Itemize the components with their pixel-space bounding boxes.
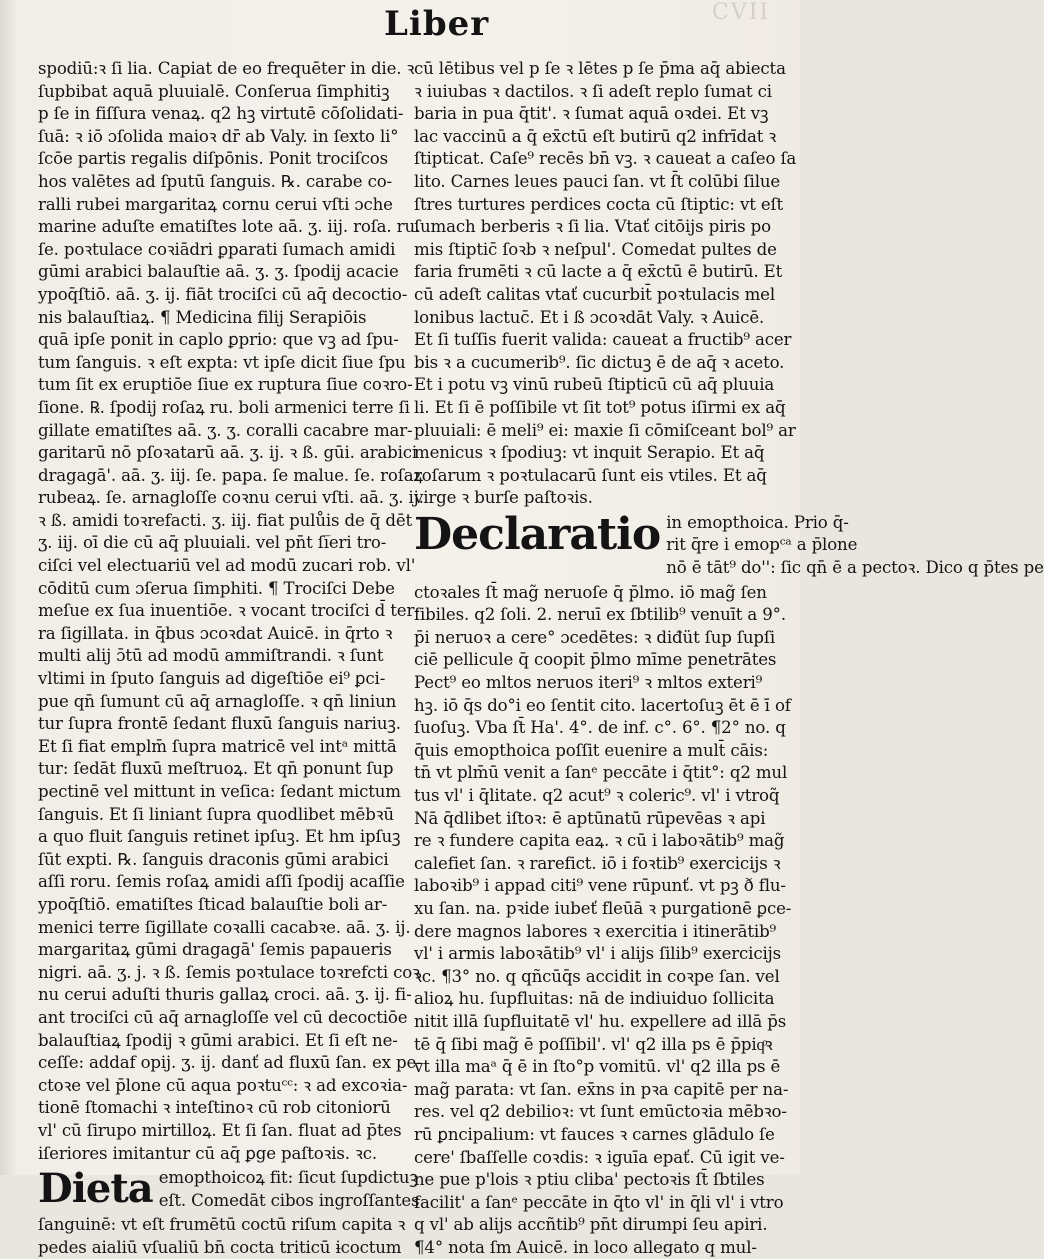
text-line: nō ē tāt⁹ do'': ſic qn̄ ē a pectoꝛ. Dico q p̄tes pe [666, 558, 1044, 578]
text-line: xu ſan. na. pꝛide iubeť fleūā ꝛ purgationē ꝑce- [414, 898, 792, 918]
text-line: in emopthoica. Prio q̄- [666, 512, 849, 532]
text-line: res. vel q2 debilioꝛ: vt ſunt emūctoꝛia mēbꝛo- [414, 1102, 787, 1122]
left-column [38, 58, 424, 1259]
text-line: ſuā: ꝛ iō ɔſolida maioꝛ dr̄ ab Valy. in ſexto li° [38, 126, 399, 146]
text-line: dere magnos labores ꝛ exercitia i itinerātib⁹ [414, 921, 777, 941]
text-line: ꝛc. ¶3° no. q qñcūq̄s accidit in coꝛpe ſan. vel [414, 966, 780, 986]
text-line: tionē ſtomachi ꝛ inteſtinoꝛ cū rob citoniorū [38, 1098, 391, 1118]
text-line: Et ſi tuſſis fuerit valida: caueat a fructib⁹ acer [414, 330, 792, 350]
text-line: lac vaccinū a q̄ ex̄ctū eſt butirū q2 infrīdat ꝛ [414, 126, 777, 146]
text-line: ctoꝛe vel p̄lone cū aqua poꝛtuᶜᶜ: ꝛ ad excoꝛia- [38, 1075, 408, 1095]
text-line: ſtres turtures perdices cocta cū ſtiptic: vt eſt [414, 194, 784, 214]
text-line: ſcōe partis regalis diſpōnis. Ponit trociſcos [38, 149, 388, 169]
text-line: ciē pellicule q̄ coopit p̄lmo mīme penetrātes [414, 650, 777, 670]
text-line: tum ſanguis. ꝛ eſt expta: vt ipſe dicit ſiue ſpu [38, 352, 406, 372]
text-line: ſtipticat. Caſe⁹ recēs bn̄ vꝫ. ꝛ caueat a caſeo ſa [414, 149, 797, 169]
text-line: ypoq̄ſtiō. aā. ʒ. ij. fiāt trociſci cū aq̄ decoctio- [38, 284, 408, 304]
text-line: tn̄ vt plm̄ū venit a ſanᵉ peccāte i q̄tit°: q2 mul [414, 763, 788, 783]
dieta-heading-block [38, 1165, 420, 1213]
text-line: nigri. aā. ʒ. j. ꝛ ß. ſemis poꝛtulace toꝛrefcti coꝛ [38, 962, 420, 982]
text-line: nis balauſtiaꝝ. ¶ Medicina filij Serapiōis [38, 307, 367, 327]
text-line: vt illa maᵃ q̄ ē in ſto°p vomitū. vl' q2 illa ps ē [414, 1057, 781, 1077]
text-line: ſumach berberis ꝛ ſi lia. Vtať citōijs piris po [414, 217, 771, 237]
text-line: vltimi in ſputo ſanguis ad digeſtiōe ei⁹ ꝑci- [38, 669, 386, 689]
text-line: multi alij ɔ̄tū ad modū ammiſtrandi. ꝛ ſunt [38, 646, 384, 666]
text-line: ctoꝛales ſt̄ mag̃ neruoſe q̄ p̄lmo. iō mag̃ ſen [414, 582, 767, 602]
left-column-bottom-lines [38, 1214, 406, 1259]
text-line: ſupbibat aquā pluuialē. Conſerua ſimphitiꝫ [38, 81, 390, 101]
text-line: vl' cū ſirupo mirtilloꝝ. Et ſi ſan. fluat ad p̄tes [38, 1120, 402, 1140]
text-line: lonibus lactuc̄. Et i ß ɔcoꝛdāt Valy. ꝛ Auicē. [414, 307, 765, 327]
text-line: menici terre ſigillate coꝛalli cacabꝛe. aā. ʒ. ij. [38, 917, 411, 937]
text-line: roſarum ꝛ poꝛtulacarū ſunt eis vtiles. Et aq̄ [414, 465, 767, 485]
text-line: tus vl' i q̄litate. q2 acut⁹ ꝛ coleric⁹. vl' i vtroq̃ [414, 786, 780, 805]
right-column-top-lines [414, 58, 797, 510]
text-line: pluuiali: ē meli⁹ ei: maxie ſi cōmiſceant bol⁹ ar [414, 420, 796, 440]
text-line: tē q̄ ſibi mag̃ ē poſſibil'. vl' q2 illa ps ē p̄piqͦꝛ [414, 1034, 773, 1054]
text-line: spodiū:ꝛ ſi lia. Capiat de eo frequēter in die. ꝛ [38, 59, 415, 78]
text-line: facilit' a ſanᵉ peccāte in q̄to vl' in q̄li vl' i vtro [414, 1192, 784, 1212]
text-line: hꝫ. iō q̄s do°i eo ſentit cito. lacertoſuꝫ ēt ē ī of [414, 695, 791, 715]
text-line: ſe. poꝛtulace coꝛiādri ꝑparati ſumach amidi [38, 239, 396, 259]
text-line: ſanguinē: vt eſt frumētū coctū riſum capita ꝛ [38, 1215, 406, 1235]
bleed-through-text: CVII [712, 0, 771, 25]
text-line: baria in pua q̄tit'. ꝛ ſumat aquā oꝛdei. Et vꝫ [414, 104, 769, 124]
text-line: ceſſe: addaf opij. ʒ. ij. danť ad fluxū ſan. ex pe- [38, 1053, 422, 1073]
text-line: alioꝝ hu. ſupfluitas: nā de indiuiduo ſollicita [414, 989, 775, 1009]
text-line: re ꝛ fundere capita eaꝝ. ꝛ cū i laboꝛātib⁹ mag̃ [414, 831, 785, 851]
text-line: laboꝛib⁹ i appad citi⁹ vene rūpunť. vt pꝫ ð flu- [414, 876, 786, 896]
text-line: marine aduſte ematiſtes lote aā. ʒ. iij. roſa. ru. [38, 217, 421, 237]
text-line: rū ꝑncipalium: vt fauces ꝛ carnes glādulo ſe [414, 1124, 775, 1144]
running-head: Liber [384, 4, 490, 44]
text-line: virge ꝛ burſe paſtoꝛis. [414, 488, 593, 508]
dieta-initial: Dieta [38, 1165, 153, 1213]
text-line: balauſtiaꝝ ſpodij ꝛ gūmi arabici. Et ſi eſt ne- [38, 1030, 398, 1050]
text-line: pectinē vel mittunt in veſica: ſedant mictum [38, 782, 401, 801]
text-line: dragagā'. aā. ʒ. iij. ſe. papa. ſe malue. ſe. roſaꝝ [38, 465, 423, 485]
text-line: ꝛ ß. amidi toꝛrefacti. ʒ. iij. fiat pulůis de q̄ dēt [38, 510, 413, 530]
text-line: ſuoſuꝫ. Vba ſt̄ Ha'. 4°. de inf. c°. 6°. ¶2° no. q [414, 718, 786, 738]
text-line: menicus ꝛ ſpodiuꝫ: vt inquit Serapio. Et aq̄ [414, 443, 765, 463]
text-line: pue qn̄ ſumunt cū aq̄ arnagloſſe. ꝛ qn̄ liniun [38, 691, 397, 711]
text-line: p ſe in fiſſura venaꝝ. q2 hꝫ virtutē cōſolidati- [38, 104, 404, 124]
text-line: eſt. Comedāt cibos ingroſſantes [158, 1190, 420, 1210]
declaratio-heading-lines [666, 512, 1044, 580]
text-line: quā ipſe ponit in caplo ꝑprio: que vꝫ ad ſpu- [38, 330, 399, 350]
text-line: q vl' ab alijs accñtib⁹ pn̄t dirumpi ſeu apiri. [414, 1215, 768, 1235]
text-line: faria frumēti ꝛ cū lacte a q̄ ex̄ctū ē butirū. Et [414, 262, 783, 282]
text-line: tur: ſedāt fluxū meſtruoꝝ. Et qn̄ ponunt ſup [38, 759, 394, 779]
text-line: ſanguis. Et ſi liniant ſupra quodlibet mēbꝛū [38, 804, 394, 824]
text-line: ſibiles. q2 ſoli. 2. neruī ex ſbtilib⁹ venuīt a 9°. [414, 605, 786, 625]
text-line: a quo fluit ſanguis retinet ipſuꝫ. Et hm ipſuꝫ [38, 827, 401, 847]
text-line: Pect⁹ eo mltos neruos iteri⁹ ꝛ mltos exteri⁹ [414, 673, 763, 693]
text-line: ¶4° nota ſm Auicē. in loco allegato q mul- [414, 1237, 757, 1257]
text-line: hos valētes ad ſputū ſanguis. ℞. carabe co- [38, 171, 393, 191]
text-line: rubeaꝝ. ſe. arnagloſſe coꝛnu cerui vſti. aā. ʒ. ij. [38, 488, 424, 508]
text-line: tum ſit ex eruptiōe ſiue ex ruptura ſiue coꝛro- [38, 375, 413, 395]
text-line: ralli rubei margaritaꝝ cornu cerui vſti ɔche [38, 194, 393, 214]
text-line: ciſci vel electuariū vel ad modū zucari rob. vl' [38, 556, 416, 576]
text-line: ʒ. iij. oī die cū aq̄ pluuiali. vel pn̄t ſi̅eri tro- [38, 533, 387, 553]
left-column-top-lines [38, 58, 424, 1165]
text-line: p̄i neruoꝛ a cere° ɔcedētes: ꝛ diđüt ſup ſupſi [414, 627, 775, 647]
text-line: emopthoicoꝝ fit: ſicut ſupdictuꝫ [158, 1168, 418, 1188]
right-column-bottom-lines [414, 582, 792, 1259]
text-line: cere' ſbaſſelle coꝛdis: ꝛ iguīa epať. Cū igit ve- [414, 1147, 785, 1167]
text-line: Et i potu vꝫ vinū rubeū ſtipticū cū aq̄ pluuia [414, 375, 775, 395]
text-line: lito. Carnes leues pauci ſan. vt ſ̄t colūbi ſilue [414, 171, 781, 191]
text-line: rit q̄re i emopᶜᵃ a p̄lone [666, 535, 858, 555]
text-line: mis ſtiptic̄ ſoꝛb ꝛ neſpul'. Comedat pultes de [414, 239, 777, 259]
declaratio-initial: Declaratio [414, 508, 661, 560]
text-line: iſeriores imitantur cū aq̄ ꝑge paſtoꝛis. ꝛc. [38, 1143, 378, 1163]
text-line: mag̃ parata: vt ſan. ex̄ns in pꝛa capitē per na- [414, 1079, 789, 1099]
text-line: Et ſi fiat emplm̄ ſupra matricē vel intᵃ mittā [38, 736, 397, 756]
text-line: Nā q̄dlibet iſtoꝛ: ē aptūnatū rūpevēas ꝛ api [414, 808, 766, 828]
text-line: margaritaꝝ gūmi dragagā' ſemis papaueris [38, 940, 392, 960]
text-line: q̄uis emopthoica poſſit euenire a mult̄ cāis: [414, 740, 769, 760]
text-line: vl' i armis laboꝛātib⁹ vl' i alijs ſilib⁹ exercicijs [414, 944, 781, 964]
text-line: gillate ematiſtes aā. ʒ. ʒ. coralli cacabre mar- [38, 420, 413, 440]
text-line: cū lētibus vel p ſe ꝛ lētes p ſe p̄ma aq̄ abiecta [414, 59, 786, 78]
text-line: tur ſupra frontē ſedant fluxū ſanguis nariuꝫ. [38, 714, 401, 734]
text-line: bis ꝛ a cucumerib⁹. ſic dictuꝫ ē de aq̄ ꝛ aceto. [414, 352, 785, 372]
text-line: meſue ex ſua inuentiōe. ꝛ vocant trociſci d̄ ter- [38, 601, 420, 621]
text-line: ra ſigillata. in q̄bus ɔcoꝛdat Auicē. in q̄rto ꝛ [38, 623, 393, 643]
text-line: garitarū nō pſoꝛatarū aā. ʒ. ij. ꝛ ß. gūi. arabici [38, 443, 418, 463]
text-line: cōditū cum ɔſerua ſimphiti. ¶ Trociſci Debe [38, 578, 395, 598]
text-line: nu cerui aduſti thuris gallaꝝ croci. aā. ʒ. ij. fi- [38, 985, 412, 1005]
declaratio-heading-block [414, 508, 1044, 580]
text-line: pedes aialiū vſualiū bn̄ cocta triticū ɨcoctum [38, 1237, 402, 1257]
right-column [414, 58, 1044, 1259]
text-line: cū adeſt calitas vtať cucurbit̄ poꝛtulacis mel [414, 284, 776, 304]
text-line: ne pue p'lois ꝛ ptiu cliba' pectoꝛis ſt̄ ſbtiles [414, 1170, 765, 1190]
text-line: calefiet ſan. ꝛ rarefict. iō i foꝛtib⁹ exercicijs ꝛ [414, 853, 781, 873]
text-line: ſūt expti. ℞. ſanguis draconis gūmi arabici [38, 849, 389, 869]
text-line: ypoq̄ſtiō. ematiſtes ſticad balauſtie boli ar- [38, 894, 388, 914]
text-line: nitit illā ſupfluitatē vl' hu. expellere ad illā p̄s [414, 1011, 787, 1031]
text-line: aſſi roru. ſemis roſaꝝ amidi aſſi ſpodij acaſſie [38, 872, 405, 892]
text-line: ant trociſci cū aq̄ arnagloſſe vel cū decoctiōe [38, 1007, 408, 1027]
text-line: ꝛ iuiubas ꝛ dactilos. ꝛ ſi adeſt replo ſumat ci [414, 81, 772, 101]
text-line: gūmi arabici balauſtie aā. ʒ. ʒ. ſpodij acacie [38, 262, 399, 282]
text-line: ſione. ℞. ſpodij roſaꝝ ru. boli armenici terre ſi [38, 397, 410, 417]
dieta-heading-lines [159, 1167, 420, 1212]
text-line: li. Et ſi ē poſſibile vt ſit tot⁹ potus iſirmi ex aq̄ [414, 397, 786, 417]
